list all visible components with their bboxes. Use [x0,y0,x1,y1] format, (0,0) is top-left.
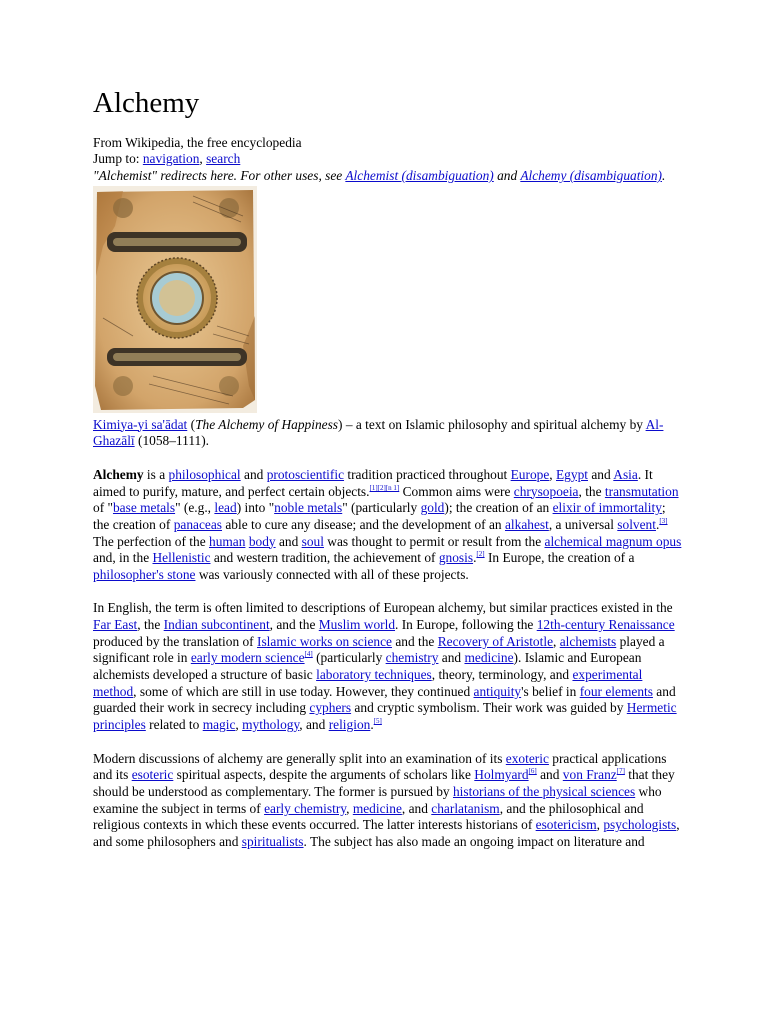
citation[interactable]: [1][2][n 1] [369,483,400,492]
link-magic[interactable]: magic [202,717,236,733]
link-gold[interactable]: gold [420,500,445,516]
link-mythology[interactable]: mythology [242,717,300,733]
paragraph-1: Alchemy is a philosophical and protoscientific tradition practiced throughout Europe, Egypt and Asia. It aimed to purify, mature, and perfect certain objects.[1][2][n 1] Common aims were chrysopoeia, the transmutation of "base metals" (e.g., lead) into "noble metals" (particularly gold); the creation of an elixir of immortality; the creation of panaceas able to cure any disease; and the development of an alkahest, a universal solvent.[3] The perfection of the human body and soul was thought to permit or result from the alchemical magnum opus and, in the Hellenistic and western tradition, the achievement of gnosis.[2] In Europe, the creation of a philosopher's stone was variously connected with all of these projects. [93,466,682,582]
link-base-metals[interactable]: base metals [112,500,176,516]
manuscript-image[interactable] [93,186,257,413]
link-philosophers-stone[interactable]: philosopher's stone [93,566,196,582]
link-europe[interactable]: Europe [510,466,550,482]
alchemy-disambiguation-link[interactable]: Alchemy (disambiguation) [520,167,662,183]
link-medicine-2[interactable]: medicine [352,800,402,816]
link-medicine[interactable]: medicine [464,650,514,666]
link-esoteric[interactable]: esoteric [131,767,174,783]
link-early-modern-science[interactable]: early modern science [190,650,305,666]
link-gnosis[interactable]: gnosis [438,550,474,566]
article [93,86,683,868]
navigation-link[interactable]: navigation [142,151,200,167]
link-solvent[interactable]: solvent [617,516,656,532]
image-caption: Kimiya-yi sa'ādat (The Alchemy of Happiness) – a text on Islamic philosophy and spiritual alchemy by Al-Ghazālī (1058–1111). [93,416,664,449]
link-asia[interactable]: Asia [613,466,638,482]
link-body[interactable]: body [248,533,276,549]
tagline: From Wikipedia, the free encyclopedia [93,134,302,150]
kimiya-link[interactable]: Kimiya-yi sa'ādat [93,416,188,432]
link-antiquity[interactable]: antiquity [473,683,522,699]
link-von-franz[interactable]: von Franz [562,767,617,783]
link-exoteric[interactable]: exoteric [505,750,549,766]
link-hermetic-principles[interactable]: Hermetic principles [93,700,677,733]
manuscript-illustration [93,186,257,413]
link-lead[interactable]: lead [214,500,237,516]
link-transmutation[interactable]: transmutation [604,483,679,499]
citation[interactable]: [5] [373,717,382,726]
link-panaceas[interactable]: panaceas [173,516,223,532]
link-chemistry[interactable]: chemistry [385,650,439,666]
link-spiritualists[interactable]: spiritualists [241,834,304,850]
link-chrysopoeia[interactable]: chrysopoeia [513,483,579,499]
link-early-chemistry[interactable]: early chemistry [264,800,347,816]
link-protoscientific[interactable]: protoscientific [266,466,345,482]
link-four-elements[interactable]: four elements [579,683,653,699]
link-islamic-works-on-science[interactable]: Islamic works on science [257,633,392,649]
link-indian-subcontinent[interactable]: Indian subcontinent [163,617,270,633]
citation[interactable]: [4] [304,650,313,659]
link-historians-physical-sciences[interactable]: historians of the physical sciences [452,784,636,800]
link-soul[interactable]: soul [301,533,324,549]
link-human[interactable]: human [209,533,246,549]
link-far-east[interactable]: Far East [93,617,138,633]
link-alkahest[interactable]: alkahest [504,516,549,532]
link-cyphers[interactable]: cyphers [309,700,352,716]
link-alchemists[interactable]: alchemists [559,633,617,649]
link-philosophical[interactable]: philosophical [168,466,241,482]
link-noble-metals[interactable]: noble metals [274,500,343,516]
link-elixir-of-immortality[interactable]: elixir of immortality [552,500,662,516]
link-egypt[interactable]: Egypt [556,466,588,482]
citation[interactable]: [6] [528,767,537,776]
citation[interactable]: [7] [616,767,625,776]
link-recovery-of-aristotle[interactable]: Recovery of Aristotle [437,633,554,649]
link-hellenistic[interactable]: Hellenistic [152,550,211,566]
paragraph-2: In English, the term is often limited to descriptions of European alchemy, but similar practices existed in the Far East, the Indian subcontinent, and the Muslim world. In Europe, following the 12th-century Renaissance produced by the translation of Islamic works on science and the Recovery of Aristotle, alchemists played a significant role in early modern science[4] (particularly chemistry and medicine). Islamic and European alchemists developed a structure of basic laboratory techniques, theory, terminology, and experimental method, some of which are still in use today. However, they continued antiquity's belief in four elements and guarded their work in secrecy including cyphers and cryptic symbolism. Their work was guided by Hermetic principles related to magic, mythology, and religion.[5] [93,600,677,733]
link-holmyard[interactable]: Holmyard [474,767,529,783]
link-magnum-opus[interactable]: alchemical magnum opus [544,533,682,549]
citation[interactable]: [3] [659,516,668,525]
link-muslim-world[interactable]: Muslim world [318,617,396,633]
link-esotericism[interactable]: esotericism [535,817,597,833]
citation[interactable]: [2] [476,550,485,559]
link-psychologists[interactable]: psychologists [603,817,677,833]
page-title: Alchemy [93,87,200,119]
al-ghazali-link[interactable]: Al-Ghazālī [93,416,664,449]
link-charlatanism[interactable]: charlatanism [431,800,500,816]
link-12th-century-renaissance[interactable]: 12th-century Renaissance [536,617,675,633]
search-link[interactable]: search [206,151,241,167]
link-laboratory-techniques[interactable]: laboratory techniques [316,667,432,683]
link-experimental-method[interactable]: experimental method [93,667,643,699]
jump-links: Jump to: navigation, search [93,151,241,167]
link-religion[interactable]: religion [328,717,371,733]
paragraph-3: Modern discussions of alchemy are generally split into an examination of its exoteric practical applications and its esoteric spiritual aspects, despite the arguments of scholars like Holmyard[6] and von Franz[7] that they should be understood as complementary. The former is pursued by historians of the physical sciences who examine the subject in terms of early chemistry, medicine, and charlatanism, and the philosophical and religious contexts in which these events occurred. The latter interests historians of esotericism, psychologists, and some philosophers and spiritualists. The subject has also made an ongoing impact on literature and [93,750,680,850]
hatnote: "Alchemist" redirects here. For other uses, see Alchemist (disambiguation) and Alchemy (disambiguation). [93,167,666,183]
alchemist-disambiguation-link[interactable]: Alchemist (disambiguation) [345,167,494,183]
